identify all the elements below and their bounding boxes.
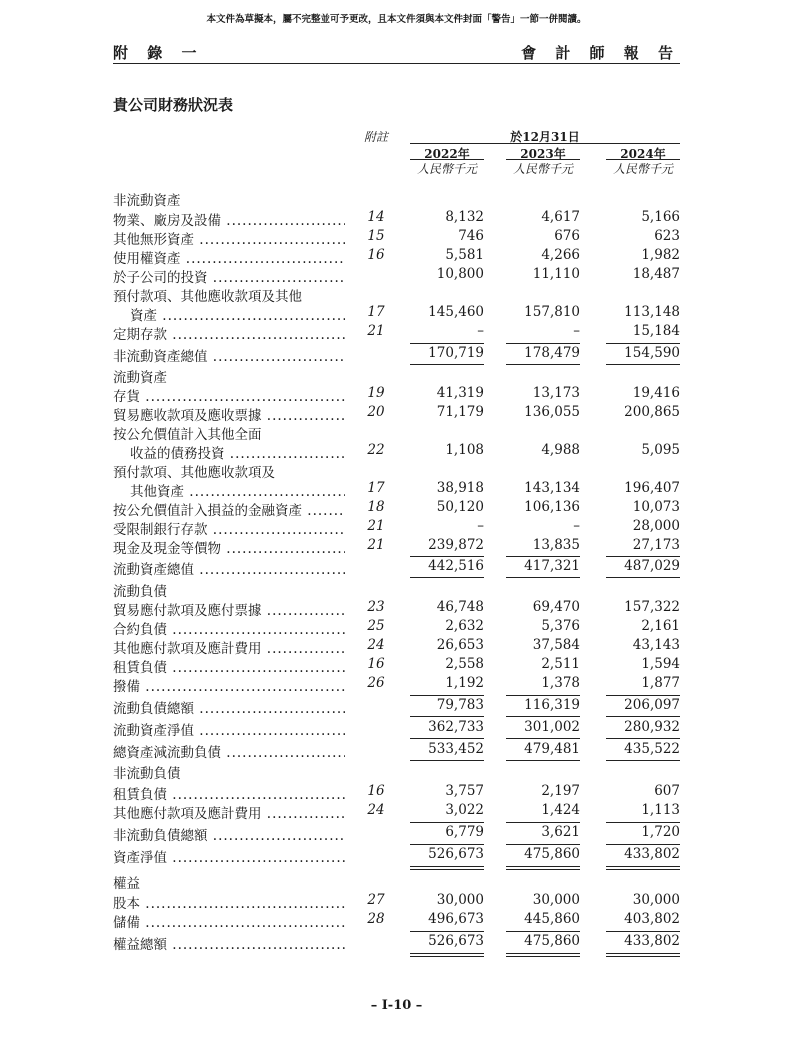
- sum-rule: [506, 577, 580, 578]
- cell-value: 2,558: [445, 656, 484, 672]
- row-label: 其他應付款項及應計費用 .....: [113, 802, 345, 822]
- cell-value: 15,184: [632, 323, 680, 339]
- row-label: 預付款項、其他應收款項及: [113, 465, 275, 481]
- row-note: 24: [367, 802, 385, 818]
- cell-value: 206,097: [624, 697, 680, 713]
- table-row: [0, 719, 793, 737]
- cell-value: 1,594: [641, 656, 680, 672]
- row-note: 21: [367, 537, 385, 553]
- row-note: 21: [367, 323, 385, 339]
- cell-value: 623: [654, 228, 680, 244]
- cell-value: 1,108: [445, 442, 484, 458]
- row-label: 儲備 .....: [113, 911, 345, 931]
- table-row: [0, 675, 793, 693]
- sum-rule: [606, 822, 680, 823]
- cell-value: 113,148: [624, 304, 680, 320]
- table-row: [0, 580, 793, 598]
- header-rule: [113, 63, 680, 64]
- cell-value: 196,407: [624, 480, 680, 496]
- cell-value: 3,621: [541, 824, 580, 840]
- row-note: 22: [367, 442, 385, 458]
- date-column-header: 於12月31日: [510, 130, 580, 144]
- cell-value: 442,516: [428, 558, 484, 574]
- table-row: [0, 461, 793, 479]
- currency-header: 人民幣千元: [606, 159, 680, 177]
- row-label: 使用權資產 .....: [113, 247, 345, 267]
- cell-value: 11,110: [532, 266, 580, 282]
- row-note: 23: [367, 599, 385, 615]
- table-row: [0, 656, 793, 674]
- cell-value: 5,581: [445, 247, 484, 263]
- sum-rule: [410, 738, 484, 739]
- cell-value: 526,673: [428, 846, 484, 862]
- row-label: 非流動負債總額 .....: [113, 824, 345, 844]
- table-row: [0, 285, 793, 303]
- row-label: 貿易應付款項及應付票據 .....: [113, 599, 345, 619]
- row-note: 15: [367, 228, 385, 244]
- row-label: 流動負債: [113, 584, 167, 600]
- sum-rule: [506, 695, 580, 696]
- row-label: 其他資產 .....: [130, 480, 345, 500]
- sum-rule: [410, 844, 484, 845]
- row-label: 其他無形資產 .....: [113, 228, 345, 248]
- row-label: 撥備 .....: [113, 675, 345, 695]
- sum-rule: [606, 364, 680, 365]
- table-row: [0, 618, 793, 636]
- cell-value: 4,988: [541, 442, 580, 458]
- row-label: 預付款項、其他應收款項及其他: [113, 289, 302, 305]
- cell-value: 1,877: [641, 675, 680, 691]
- table-row: [0, 558, 793, 576]
- cell-value: 2,161: [641, 618, 680, 634]
- row-label: 權益總額 .....: [113, 933, 345, 953]
- row-label: 現金及現金等價物 .....: [113, 537, 345, 557]
- table-row: [0, 599, 793, 617]
- sum-rule: [606, 695, 680, 696]
- table-row: [0, 911, 793, 929]
- table-row: [0, 892, 793, 910]
- sum-rule: [410, 343, 484, 344]
- cell-value: 496,673: [428, 911, 484, 927]
- sum-rule: [506, 822, 580, 823]
- double-rule: [606, 953, 680, 957]
- cell-value: 433,802: [624, 846, 680, 862]
- table-row: [0, 537, 793, 555]
- table-row: [0, 423, 793, 441]
- cell-value: 157,810: [524, 304, 580, 320]
- cell-value: 1,113: [641, 802, 680, 818]
- cell-value: 746: [458, 228, 484, 244]
- cell-value: 41,319: [436, 385, 484, 401]
- table-row: [0, 366, 793, 384]
- sum-rule: [506, 716, 580, 717]
- table-row: [0, 637, 793, 655]
- cell-value: 6,779: [445, 824, 484, 840]
- sum-rule: [506, 931, 580, 932]
- table-row: [0, 304, 793, 322]
- cell-value: 4,266: [541, 247, 580, 263]
- currency-header: 人民幣千元: [410, 159, 484, 177]
- double-rule: [506, 953, 580, 957]
- table-row: [0, 846, 793, 864]
- double-rule: [410, 866, 484, 870]
- row-note: 16: [367, 783, 385, 799]
- cell-value: 26,653: [436, 637, 484, 653]
- cell-value: 445,860: [524, 911, 580, 927]
- row-note: 16: [367, 247, 385, 263]
- cell-value: –: [477, 518, 484, 534]
- row-note: 24: [367, 637, 385, 653]
- row-label: 資產淨值 .....: [113, 846, 345, 866]
- cell-value: 417,321: [524, 558, 580, 574]
- cell-value: 301,002: [524, 719, 580, 735]
- cell-value: 5,166: [641, 209, 680, 225]
- sum-rule: [410, 716, 484, 717]
- cell-value: 2,632: [445, 618, 484, 634]
- row-label: 非流動負債: [113, 766, 181, 782]
- table-row: [0, 266, 793, 284]
- cell-value: 69,470: [532, 599, 580, 615]
- cell-value: 28,000: [632, 518, 680, 534]
- cell-value: 1,720: [641, 824, 680, 840]
- row-label: 貿易應收款項及應收票據 .....: [113, 404, 345, 424]
- sum-rule: [410, 822, 484, 823]
- cell-value: 154,590: [624, 345, 680, 361]
- row-label: 股本 .....: [113, 892, 345, 912]
- sum-rule: [410, 364, 484, 365]
- date-header-rule: [410, 143, 680, 144]
- cell-value: 30,000: [436, 892, 484, 908]
- cell-value: 30,000: [632, 892, 680, 908]
- sum-rule: [506, 738, 580, 739]
- double-rule: [410, 953, 484, 957]
- cell-value: 38,918: [436, 480, 484, 496]
- sum-rule: [606, 760, 680, 761]
- cell-value: 2,511: [541, 656, 580, 672]
- row-label: 受限制銀行存款 .....: [113, 518, 345, 538]
- cell-value: 676: [554, 228, 580, 244]
- row-label: 非流動資產: [113, 193, 181, 209]
- cell-value: 239,872: [428, 537, 484, 553]
- cell-value: 8,132: [445, 209, 484, 225]
- table-row: [0, 480, 793, 498]
- table-row: [0, 518, 793, 536]
- cell-value: 13,835: [532, 537, 580, 553]
- cell-value: 27,173: [632, 537, 680, 553]
- row-note: 21: [367, 518, 385, 534]
- year-header-2022: 2022年: [424, 147, 470, 161]
- cell-value: 475,860: [524, 846, 580, 862]
- cell-value: 30,000: [532, 892, 580, 908]
- cell-value: 18,487: [632, 266, 680, 282]
- cell-value: 136,055: [524, 404, 580, 420]
- sum-rule: [606, 577, 680, 578]
- table-row: [0, 824, 793, 842]
- sum-rule: [410, 577, 484, 578]
- sum-rule: [410, 556, 484, 557]
- cell-value: 435,522: [624, 741, 680, 757]
- row-label: 合約負債 .....: [113, 618, 345, 638]
- cell-value: 145,460: [428, 304, 484, 320]
- row-label: 租賃負債 .....: [113, 656, 345, 676]
- cell-value: 43,143: [632, 637, 680, 653]
- cell-value: 403,802: [624, 911, 680, 927]
- row-label: 其他應付款項及應計費用 .....: [113, 637, 345, 657]
- row-note: 17: [367, 480, 385, 496]
- appendix-header: 附 錄 一: [113, 44, 204, 62]
- table-row: [0, 762, 793, 780]
- cell-value: 526,673: [428, 933, 484, 949]
- table-row: [0, 802, 793, 820]
- cell-value: 178,479: [524, 345, 580, 361]
- cell-value: 607: [654, 783, 680, 799]
- row-label: 總資產減流動負債 .....: [113, 741, 345, 761]
- table-row: [0, 499, 793, 517]
- cell-value: 19,416: [632, 385, 680, 401]
- year-header-2023: 2023年: [520, 147, 566, 161]
- row-note: 28: [367, 911, 385, 927]
- cell-value: 5,376: [541, 618, 580, 634]
- row-label: 流動資產總值 .....: [113, 558, 345, 578]
- cell-value: 200,865: [624, 404, 680, 420]
- sum-rule: [506, 760, 580, 761]
- row-label: 租賃負債 .....: [113, 783, 345, 803]
- row-label: 流動負債總額 .....: [113, 697, 345, 717]
- table-row: [0, 247, 793, 265]
- row-label: 存貨 .....: [113, 385, 345, 405]
- table-row: [0, 783, 793, 801]
- sum-rule: [410, 695, 484, 696]
- table-row: [0, 323, 793, 341]
- sum-rule: [606, 931, 680, 932]
- table-row: [0, 933, 793, 951]
- note-column-header: 附註: [363, 130, 388, 144]
- cell-value: 1,424: [541, 802, 580, 818]
- row-label: 按公允價值計入其他全面: [113, 427, 262, 443]
- row-note: 18: [367, 499, 385, 515]
- table-row: [0, 189, 793, 207]
- cell-value: 50,120: [436, 499, 484, 515]
- row-label: 權益: [113, 876, 140, 892]
- sum-rule: [606, 556, 680, 557]
- sum-rule: [606, 738, 680, 739]
- row-note: 16: [367, 656, 385, 672]
- cell-value: 46,748: [436, 599, 484, 615]
- cell-value: 479,481: [524, 741, 580, 757]
- double-rule: [606, 866, 680, 870]
- year-header-2024: 2024年: [620, 147, 666, 161]
- currency-header: 人民幣千元: [506, 159, 580, 177]
- cell-value: 116,319: [524, 697, 580, 713]
- table-row: [0, 872, 793, 890]
- page-number: – I-10 –: [370, 998, 423, 1013]
- table-row: [0, 404, 793, 422]
- sum-rule: [506, 343, 580, 344]
- table-row: [0, 209, 793, 227]
- cell-value: 475,860: [524, 933, 580, 949]
- cell-value: 362,733: [428, 719, 484, 735]
- sum-rule: [506, 364, 580, 365]
- statement-title: 貴公司財務狀況表: [113, 96, 234, 114]
- cell-value: 143,134: [524, 480, 580, 496]
- row-note: 26: [367, 675, 385, 691]
- row-note: 19: [367, 385, 385, 401]
- row-label: 物業、廠房及設備 .....: [113, 209, 345, 229]
- row-label: 於子公司的投資 .....: [113, 266, 345, 286]
- sum-rule: [606, 844, 680, 845]
- draft-warning: 本文件為草擬本，屬不完整並可予更改，且本文件須與本文件封面「警告」一節一併閱讀。: [206, 14, 587, 25]
- table-row: [0, 385, 793, 403]
- cell-value: 1,192: [445, 675, 484, 691]
- row-label: 非流動資產總值 .....: [113, 345, 345, 365]
- cell-value: 37,584: [532, 637, 580, 653]
- cell-value: 79,783: [436, 697, 484, 713]
- cell-value: 5,095: [641, 442, 680, 458]
- cell-value: –: [573, 323, 580, 339]
- cell-value: 1,982: [641, 247, 680, 263]
- sum-rule: [606, 343, 680, 344]
- cell-value: 71,179: [436, 404, 484, 420]
- row-note: 27: [367, 892, 385, 908]
- row-label: 收益的債務投資 .....: [130, 442, 345, 462]
- row-note: 17: [367, 304, 385, 320]
- table-row: [0, 345, 793, 363]
- table-row: [0, 741, 793, 759]
- cell-value: 533,452: [428, 741, 484, 757]
- sum-rule: [410, 760, 484, 761]
- row-label: 資產 .....: [130, 304, 345, 324]
- row-label: 流動資產淨值 .....: [113, 719, 345, 739]
- cell-value: 487,029: [624, 558, 680, 574]
- row-label: 按公允價值計入損益的金融資產 .....: [113, 499, 345, 519]
- report-header: 會 計 師 報 告: [521, 44, 680, 62]
- row-note: 20: [367, 404, 385, 420]
- cell-value: –: [573, 518, 580, 534]
- cell-value: 4,617: [541, 209, 580, 225]
- row-note: 25: [367, 618, 385, 634]
- table-row: [0, 697, 793, 715]
- sum-rule: [506, 556, 580, 557]
- cell-value: 1,378: [541, 675, 580, 691]
- cell-value: 106,136: [524, 499, 580, 515]
- row-label: 定期存款 .....: [113, 323, 345, 343]
- cell-value: 433,802: [624, 933, 680, 949]
- cell-value: 3,757: [445, 783, 484, 799]
- cell-value: 10,800: [436, 266, 484, 282]
- cell-value: 13,173: [532, 385, 580, 401]
- cell-value: 170,719: [428, 345, 484, 361]
- sum-rule: [506, 844, 580, 845]
- table-row: [0, 442, 793, 460]
- sum-rule: [410, 931, 484, 932]
- double-rule: [506, 866, 580, 870]
- table-row: [0, 228, 793, 246]
- cell-value: 280,932: [624, 719, 680, 735]
- cell-value: 3,022: [445, 802, 484, 818]
- cell-value: 157,322: [624, 599, 680, 615]
- row-label: 流動資產: [113, 370, 167, 386]
- row-note: 14: [367, 209, 385, 225]
- cell-value: 2,197: [541, 783, 580, 799]
- cell-value: –: [477, 323, 484, 339]
- sum-rule: [606, 716, 680, 717]
- cell-value: 10,073: [632, 499, 680, 515]
